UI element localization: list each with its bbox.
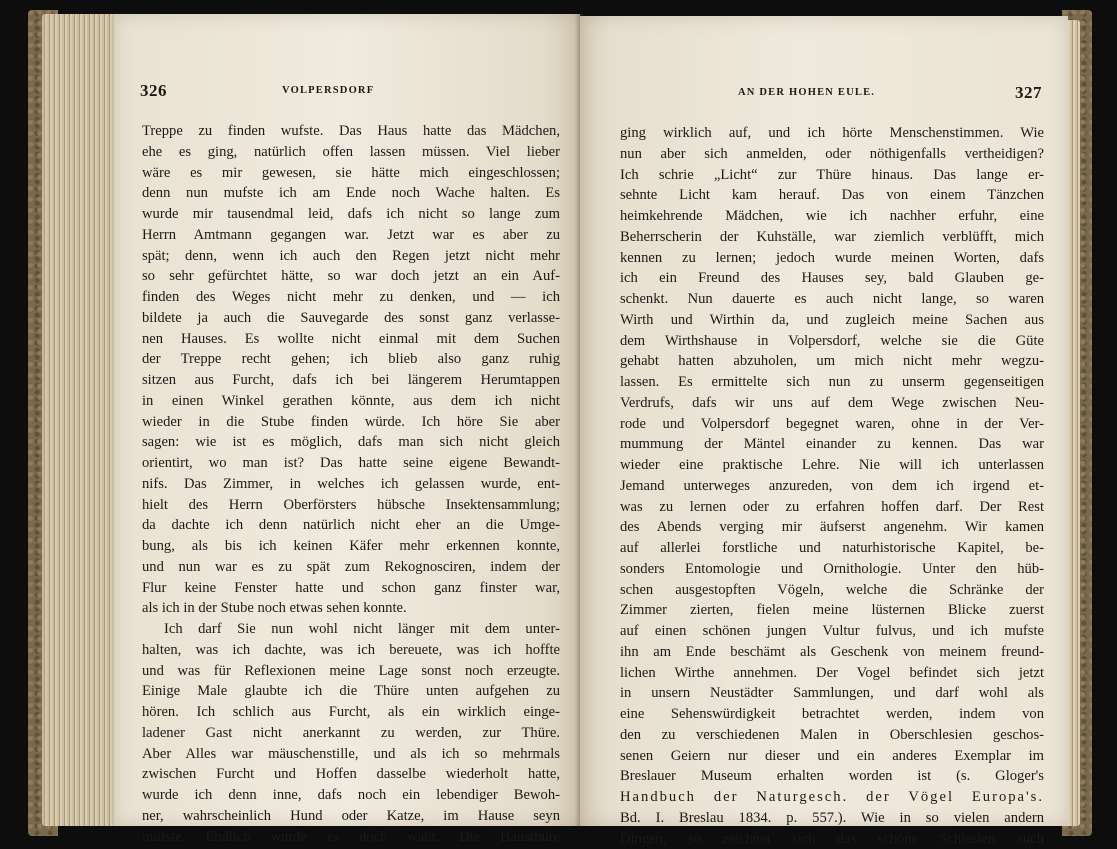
text-line: der Treppe recht gehen; ich blieb also ganz ruhig <box>142 349 560 370</box>
text-line: wieder in die Stube finden würde. Ich höre Sie aber <box>142 412 560 433</box>
text-line: in unsern Neustädter Sammlungen, und darf wohl als <box>620 683 1044 704</box>
text-line: Verdrufs, dafs wir uns auf dem Wege zwischen Neu- <box>620 393 1044 414</box>
book-spread <box>28 10 1092 840</box>
text-line: auf allerlei forstliche und naturhistorische Kapitel, be- <box>620 538 1044 559</box>
text-line: spät; denn, wenn ich auch den Regen jetzt nicht mehr <box>142 246 560 267</box>
text-line: mummung der Mäntel einander zu kennen. Das war <box>620 434 1044 455</box>
text-line: hören. Ich schlich aus Furcht, als ein wirklich einge- <box>142 702 560 723</box>
right-page-body <box>620 123 1044 849</box>
text-line: wurde mir tausendmal leid, dafs ich nicht so lange zum <box>142 204 560 225</box>
text-line: Einige Male glaubte ich die Thüre unten aufgehen zu <box>142 681 560 702</box>
text-line: nen Hauses. Es wollte nicht einmal mit dem Suchen <box>142 329 560 350</box>
text-line: des Abends verging mir äufserst angenehm. Wir kamen <box>620 517 1044 538</box>
text-line: als ich in der Stube noch etwas sehen konnte. <box>142 598 560 619</box>
text-line: ging wirklich auf, und ich hörte Menschenstimmen. Wie <box>620 123 1044 144</box>
text-line: lichen Wirthe annehmen. Der Vogel befindet sich jetzt <box>620 663 1044 684</box>
running-head: VOLPERSDORF <box>282 85 374 96</box>
text-line: Treppe zu finden wufste. Das Haus hatte das Mädchen, <box>142 121 560 142</box>
text-line: halten, was ich dachte, was ich bereuete, was ich hoffte <box>142 640 560 661</box>
text-line: Ich darf Sie nun wohl nicht länger mit dem unter- <box>142 619 560 640</box>
text-line: Aber Alles war mäuschenstille, und als ich so mehrmals <box>142 744 560 765</box>
running-head: AN DER HOHEN EULE. <box>738 87 875 98</box>
text-line: hielt des Herrn Oberförsters hübsche Insektensammlung; <box>142 495 560 516</box>
left-page <box>114 14 580 826</box>
text-line: wieder eine praktische Lehre. Nie will ich unterlassen <box>620 455 1044 476</box>
page-number: 327 <box>1015 83 1042 103</box>
text-line: sitzen aus Furcht, dafs ich bei längerem Herumtappen <box>142 370 560 391</box>
page-number: 326 <box>140 81 167 101</box>
text-line: und was für Reflexionen meine Lage sonst noch erzeugte. <box>142 661 560 682</box>
text-line: senen Geiern nur dieser und ein anderes Exemplar im <box>620 746 1044 767</box>
text-line: gehabt hatten abzuholen, um mich nicht mehr wegzu- <box>620 351 1044 372</box>
text-line: wurde ich denn inne, dafs noch ein lebendiger Bewoh- <box>142 785 560 806</box>
text-line: ner, wahrscheinlich Hund oder Katze, im Hause seyn <box>142 806 560 827</box>
text-line: schenkt. Nun dauerte es auch nicht lange, so waren <box>620 289 1044 310</box>
text-line: ehe es ging, natürlich offen lassen müssen. Viel lieber <box>142 142 560 163</box>
text-line: orientirt, wo man ist? Das hatte seine eigene Bewandt- <box>142 453 560 474</box>
text-line: ladener Gast nicht anerkannt zu werden, zur Thüre. <box>142 723 560 744</box>
text-line: ich ein Freund des Hauses sey, bald Glauben ge- <box>620 268 1044 289</box>
right-page-header <box>620 83 1042 105</box>
text-line: Herrn Amtmann gegangen war. Jetzt war es aber zu <box>142 225 560 246</box>
text-line: Breslauer Museum erhalten worden ist (s. Gloger's <box>620 766 1044 787</box>
left-page-body <box>142 121 560 847</box>
text-line: Flur keine Fenster hatte und schon ganz finster war, <box>142 578 560 599</box>
text-line: rode und Volpersdorf begegnet waren, ohne in der Ver- <box>620 414 1044 435</box>
text-line: Ich schrie „Licht“ zur Thüre hinaus. Das lange er- <box>620 165 1044 186</box>
text-line: und nun war es zu spät zum Rekognosciren, indem der <box>142 557 560 578</box>
text-line: kennen zu lernen; jedoch wurde meinen Worten, dafs <box>620 248 1044 269</box>
left-page-header <box>140 81 554 103</box>
text-line: Wirth und Wirthin da, und zugleich meine Sachen aus <box>620 310 1044 331</box>
text-line: zwischen Furcht und Hoffen dasselbe wiederholt hatte, <box>142 764 560 785</box>
text-line: Beherrscherin der Kuhställe, war ziemlich verblüfft, mich <box>620 227 1044 248</box>
text-line: so sehr gefürchtet hätte, so war doch jetzt an ein Auf- <box>142 266 560 287</box>
text-line: den zu verschiedenen Malen in Oberschlesien geschos- <box>620 725 1044 746</box>
text-line: Handbuch der Naturgesch. der Vögel Europa's. <box>620 787 1044 808</box>
text-line: lassen. Es ermittelte sich nun zu unserm gegenseitigen <box>620 372 1044 393</box>
text-line: da dachte ich denn natürlich nicht eher an die Umge- <box>142 515 560 536</box>
text-line: nun aber sich anmelden, oder nöthigenfalls vertheidigen? <box>620 144 1044 165</box>
text-line: Jemand unterweges anzureden, von dem ich irgend et- <box>620 476 1044 497</box>
text-line: sonders Entomologie und Ornithologie. Unter den hüb- <box>620 559 1044 580</box>
text-line: was zu lernen oder zu erfahren hoffen darf. Der Rest <box>620 497 1044 518</box>
text-line: Dingen, so zeichnet sich das schöne Schlesien auch <box>620 829 1044 849</box>
text-line: dem Wirthshause in Volpersdorf, welche sie die Güte <box>620 331 1044 352</box>
text-line: bildete ja auch die Sauvegarde des sonst ganz verlasse- <box>142 308 560 329</box>
text-line: heimkehrende Mädchen, wie ich nachher erfuhr, eine <box>620 206 1044 227</box>
right-page <box>580 16 1068 826</box>
text-line: auf einen schönen jungen Vultur fulvus, und ich mufste <box>620 621 1044 642</box>
text-line: eine Sehenswürdigkeit betrachtet werden, indem von <box>620 704 1044 725</box>
text-line: wäre es mir gewesen, sie hätte mich eingeschlossen; <box>142 163 560 184</box>
text-line: Zimmer zierten, fielen meine lüsternen Blicke zuerst <box>620 600 1044 621</box>
text-line: denn nun mufste ich am Ende noch Wache halten. Es <box>142 183 560 204</box>
text-line: sagen: wie ist es möglich, dafs man sich nicht gleich <box>142 432 560 453</box>
text-line: bung, als bis ich keinen Käfer mehr erkennen konnte, <box>142 536 560 557</box>
text-line: müfste. Endlich wurde es doch wahr. Die Hausthüre <box>142 827 560 848</box>
text-line: Bd. I. Breslau 1834. p. 557.). Wie in so vielen andern <box>620 808 1044 829</box>
text-line: sehnte Licht kam herauf. Das von einem Tänzchen <box>620 185 1044 206</box>
text-line: nifs. Das Zimmer, in welches ich gelassen wurde, ent- <box>142 474 560 495</box>
text-line: finden des Weges nicht mehr zu denken, und — ich <box>142 287 560 308</box>
text-line: in einen Winkel gerathen könnte, aus dem ich nicht <box>142 391 560 412</box>
text-line: ihn am Ende beschämt als Geschenk von meinem freund- <box>620 642 1044 663</box>
text-line: schen ausgestopften Vögeln, welche die Schränke der <box>620 580 1044 601</box>
